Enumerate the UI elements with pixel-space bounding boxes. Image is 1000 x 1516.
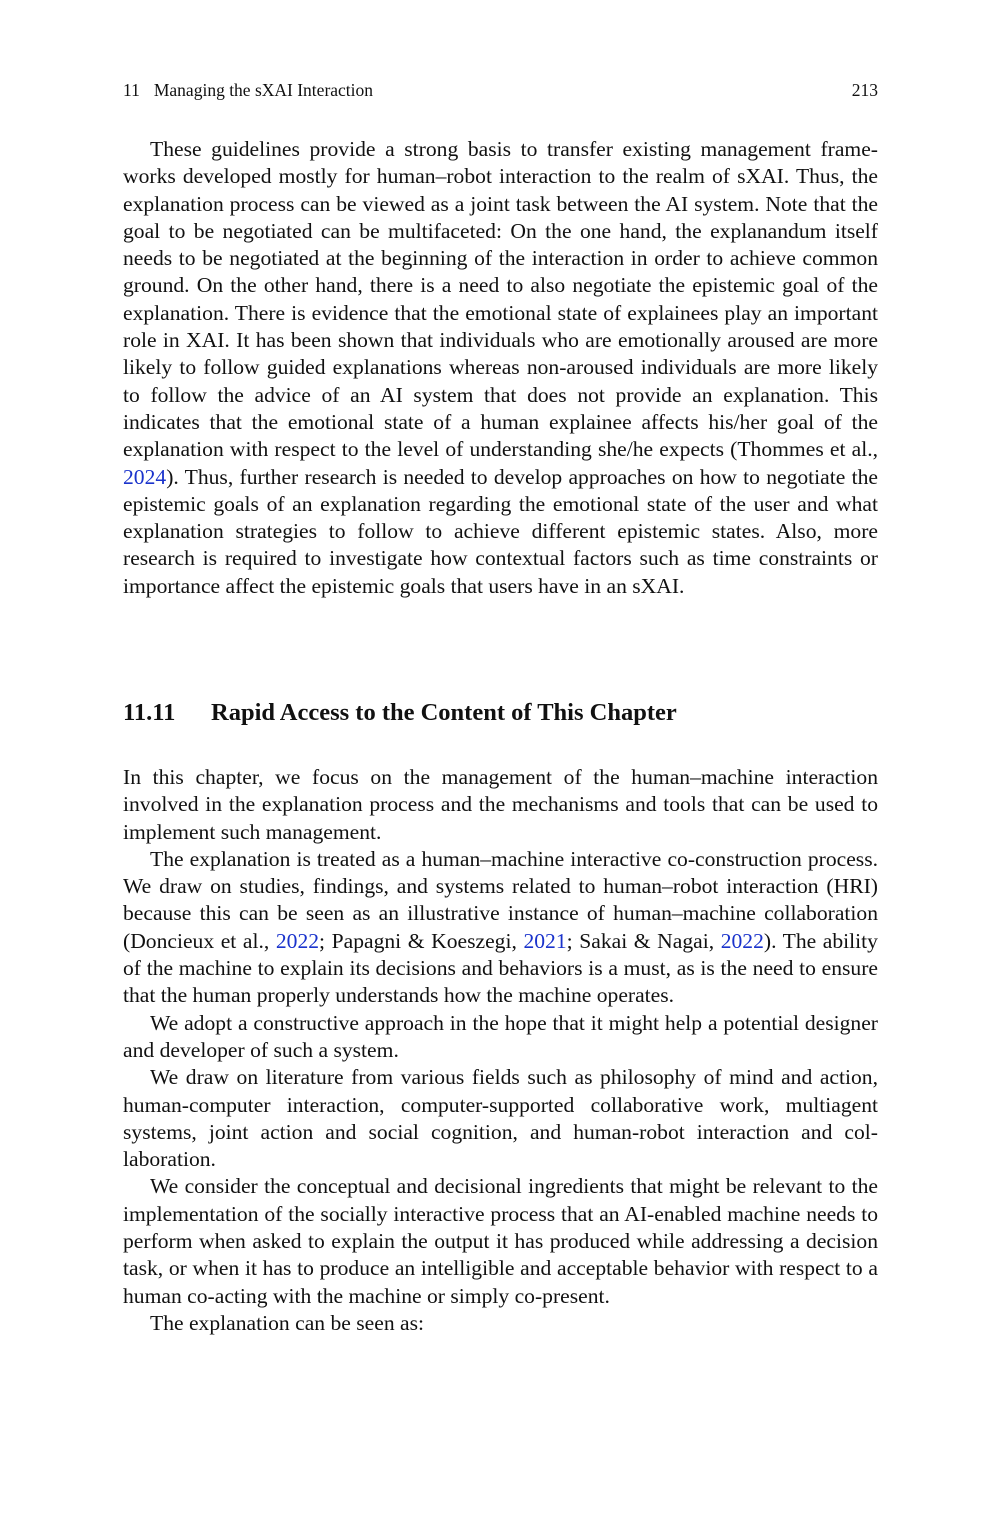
citation-link-papagni-2021[interactable]: 2021	[523, 928, 567, 953]
paragraph-guidelines	[123, 136, 878, 600]
paragraph-chapter-focus: In this chapter, we focus on the management of the human–machine interaction involved in the explanation process and the mechanisms and tools that can be used to implement such management.	[123, 765, 878, 844]
body-text-block-1	[123, 136, 878, 600]
paragraph-text: The explanation is treated as a human–machine interactive co-construction process. We draw on studies, findings, and systems related to human–robot interaction (HRI) because this can be seen as an illustrative instance of human–machine collaboration (Doncieux et al.,	[123, 846, 878, 953]
section-number: 11.11	[123, 699, 176, 726]
paragraph-text: ). The ability of the machine to explain its decisions and behaviors is a must, as is the need to ensure that the human properly understands how the machine operates.	[123, 928, 878, 1008]
paragraph-co-construction	[123, 846, 878, 1010]
citation-link-sakai-2022[interactable]: 2022	[720, 928, 764, 953]
citation-link-thommes-2024[interactable]: 2024	[123, 464, 167, 489]
chapter-title: Managing the sXAI Interaction	[153, 80, 374, 100]
running-head	[123, 79, 878, 101]
chapter-number: 11	[123, 80, 140, 100]
paragraph-text: These guidelines provide a strong basis to transfer existing management frameworks developed mostly for human–robot interaction to the realm of sXAI. Thus, the explanation process can be viewed as a joint task between the AI system. Note that the goal to be negotiated can be multifaceted: On the one hand, the explanandum itself needs to be negotiated at the beginning of the interaction in order to achieve common ground. On the other hand, there is a need to also negotiate the epistemic goal of the explanation. There is evidence that the emotional state of explainees play an important role in XAI. It has been shown that individuals who are emotionally aroused are more likely to follow guided explanations whereas non-aroused individuals are more likely to follow the advice of an AI system that does not provide an explanation. This indicates that the emotional state of a human explainee affects his/her goal of the explanation with respect to the level of understanding she/he expects (Thommes et al.,	[123, 137, 878, 462]
paragraph-text: ). Thus, further research is needed to develop approaches on how to negotiate the epistemic goals of an explanation regarding the emotional state of the user and what explanation strategies to follow to achieve different epistemic states. Also, more research is required to investigate how contextual factors such as time constraints or importance affect the epistemic goals that users have in an sXAI.	[123, 464, 878, 598]
citation-link-doncieux-2022[interactable]: 2022	[275, 928, 320, 953]
paragraph-ingredients: We consider the conceptual and decisional ingredients that might be relevant to the implementation of the socially interactive process that an AI-enabled machine needs to perform when asked to explain the output it has produced while addressing a decision task, or when it has to produce an intelligible and acceptable behavior with respect to a human co-acting with the machine or simply co-present.	[123, 1174, 878, 1308]
paragraph-literature: We draw on literature from various fields such as philosophy of mind and action, human-computer interaction, computer-supported collaborative work, multiagent systems, joint action and social cognition, and human-robot interaction and collaboration.	[123, 1065, 878, 1172]
running-head-left	[123, 79, 373, 101]
body-text-block-2	[123, 764, 878, 1337]
page-number: 213	[851, 80, 878, 100]
paragraph-text: ; Sakai & Nagai,	[566, 928, 721, 953]
paragraph-text: ; Papagni & Koeszegi,	[319, 928, 524, 953]
paragraph-constructive-approach: We adopt a constructive approach in the hope that it might help a potential designer and developer of such a system.	[123, 1010, 878, 1062]
paragraph-explanation-seen-as: The explanation can be seen as:	[150, 1310, 425, 1335]
section-heading	[123, 697, 878, 729]
section-title: Rapid Access to the Content of This Chapter	[211, 699, 677, 726]
